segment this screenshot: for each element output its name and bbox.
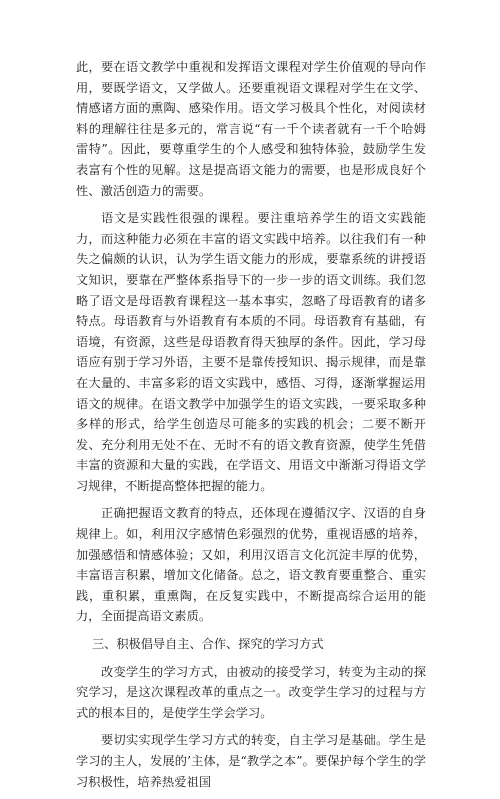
- body-paragraph: 正确把握语文教育的特点，还体现在遵循汉字、汉语的自身规律上。如，利用汉字感情色彩强烈的优势，重视语感的培养，加强感悟和情感体验；又如，利用汉语言文化沉淀丰厚的优势，丰富语言积累，增加文化储备。总之，语文教育要重整合、重实践，重积累，重熏陶，在反复实践中，不断提高综合运用的能力，全面提高语文素质。: [76, 506, 426, 624]
- section-heading: 三、积极倡导自主、合作、探究的学习方式: [92, 637, 324, 652]
- body-paragraph: 改变学生的学习方式，由被动的接受学习，转变为主动的探究学习，是这次课程改革的重点之一。改变学生学习的过程与方式的根本目的，是使学生学会学习。: [76, 664, 426, 720]
- body-paragraph: 要切实实现学生学习方式的转变，自主学习是基础。学生是学习的主人，发展的’主体，是“教学之本”。要保护每个学生的学习积极性，培养热爱祖国: [76, 733, 426, 789]
- body-paragraph: 此，要在语文教学中重视和发挥语文课程对学生价值观的导向作用，要既学语文，又学做人。还要重视语文课程对学生在文学、情感诸方面的熏陶、感染作用。语文学习极具个性化，对阅读材料的理解往往是多元的，常言说“有一千个读者就有一千个哈姆雷特”。因此，要尊重学生的个人感受和独特体验，鼓励学生发表富有个性的见解。这是提高语文能力的需要，也是形成良好个性、激活创造力的需要。: [76, 60, 426, 198]
- body-paragraph: 语文是实践性很强的课程。要注重培养学生的语文实践能力，而这种能力必须在丰富的语文实践中培养。以往我们有一种失之偏颇的认识，认为学生语文能力的形成，要靠系统的讲授语文知识，要靠在严整体系指导下的一步一步的语文训练。我们忽略了语文是母语教育课程这一基本事实，忽略了母语教育的诸多特点。母语教育与外语教育有本质的不同。母语教育有基础，有语境，有资源，这些是母语教育得天独厚的条件。因此，学习母语应有别于学习外语，主要不是靠传授知识、揭示规律，而是靠在大量的、丰富多彩的语文实践中，感悟、习得，逐渐掌握运用语文的规律。在语文教学中加强学生的语文实践，一要采取多种多样的形式，给学生创造尽可能多的实践的机会；二要不断开发、充分利用无处不在、无时不有的语文教育资源，使学生凭借丰富的资源和大量的实践，在学语文、用语文中渐渐习得语文学习规律，不断提高整体把握的能力。: [76, 211, 426, 493]
- document-page: [76, 57, 426, 799]
